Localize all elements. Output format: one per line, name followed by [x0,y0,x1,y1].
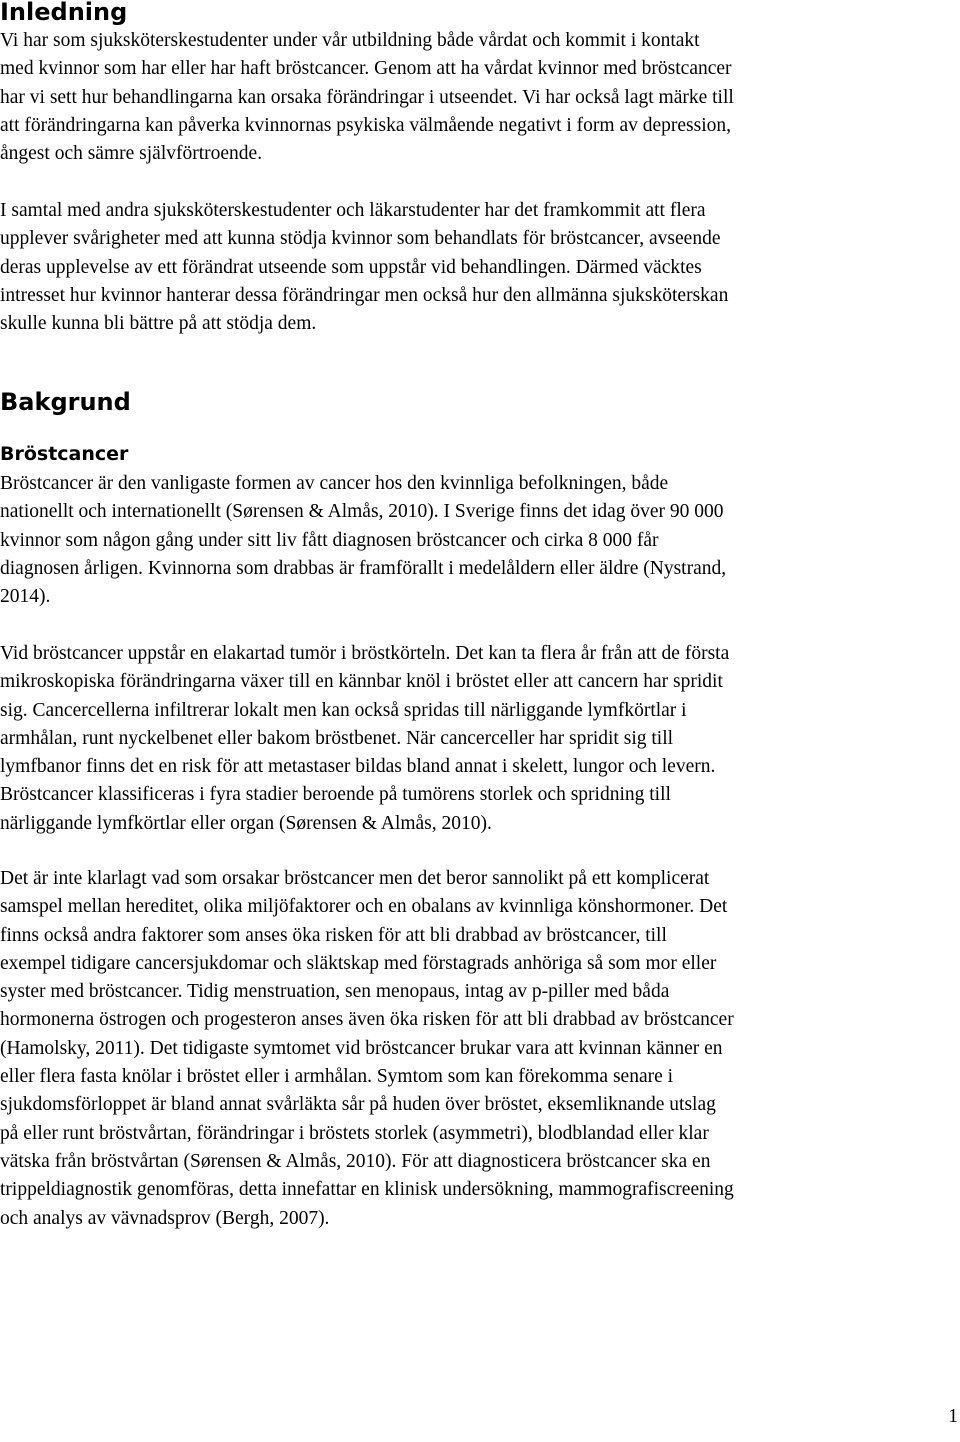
text-line: diagnosen årligen. Kvinnorna som drabbas är framförallt i medelåldern eller äldre (Nystrand, [0,557,727,579]
text-line: Vi har som sjuksköterskestudenter under vår utbildning både vårdat och kommit i kontakt [0,30,700,51]
page-number: 1 [948,1406,958,1427]
text-line: att förändringarna kan påverka kvinnornas psykiska välmående negativt i form av depression, [0,114,732,136]
text-line: Bröstcancer klassificeras i fyra stadier beroende på tumörens storlek och spridning till [0,784,671,806]
text-line: har vi sett hur behandlingarna kan orsaka förändringar i utseendet. Vi har också lagt märke till [0,86,734,108]
text-line: kvinnor som någon gång under sitt liv fått diagnosen bröstcancer och cirka 8 000 får [0,529,659,551]
heading-inledning: Inledning [0,0,128,26]
text-line: sjukdomsförloppet är bland annat svårläkta sår på huden över bröstet, eksemliknande utslag [0,1094,716,1116]
text-line: I samtal med andra sjuksköterskestudenter och läkarstudenter har det framkommit att flera [0,200,706,221]
paragraph-brostcancer-1 [0,470,960,611]
heading-bakgrund: Bakgrund [0,388,131,416]
text-line: vätska från bröstvårtan (Sørensen & Almås, 2010). För att diagnosticera bröstcancer ska en [0,1150,711,1172]
text-line: på eller runt bröstvårtan, förändringar i bröstets storlek (asymmetri), blodblandad eller klar [0,1122,709,1144]
text-line: ångest och sämre självförtroende. [0,143,263,165]
text-line: sig. Cancercellerna infiltrerar lokalt men kan också spridas till närliggande lymfkörtlar i [0,699,687,721]
text-line: närliggande lymfkörtlar eller organ (Sørensen & Almås, 2010). [0,812,492,834]
text-line: Bröstcancer är den vanligaste formen av cancer hos den kvinnliga befolkningen, både [0,473,669,494]
text-line: eller flera fasta knölar i bröstet eller i armhålan. Symtom som kan förekomma senare i [0,1066,674,1088]
text-line: (Hamolsky, 2011). Det tidigaste symtomet vid bröstcancer brukar vara att kvinnan känner en [0,1037,723,1059]
paragraph-brostcancer-2 [0,640,960,838]
text-line: lymfbanor finns det en risk för att metastaser bildas bland annat i skelett, lungor och levern. [0,756,716,778]
text-line: hormonerna östrogen och progesteron anses även öka risken för att bli drabbad av bröstcancer [0,1009,734,1031]
paragraph-inledning-2 [0,197,960,338]
heading-brostcancer: Bröstcancer [0,443,129,465]
text-line: intresset hur kvinnor hanterar dessa förändringar men också hur den allmänna sjuksköterskan [0,284,729,306]
text-line: exempel tidigare cancersjukdomar och släktskap med förstagrads anhöriga så som mor eller [0,952,717,974]
text-line: nationellt och internationellt (Sørensen & Almås, 2010). I Sverige finns det idag över 90 000 [0,501,724,523]
text-line: upplever svårigheter med att kunna stödja kvinnor som behandlats för bröstcancer, avseende [0,228,721,250]
text-line: och analys av vävnadsprov (Bergh, 2007). [0,1207,330,1229]
paragraph-brostcancer-3 [0,865,960,1233]
text-line: mikroskopiska förändringarna växer till en kännbar knöl i bröstet eller att cancern har spridit [0,671,723,693]
text-line: med kvinnor som har eller har haft bröstcancer. Genom att ha vårdat kvinnor med bröstcancer [0,58,732,80]
text-line: samspel mellan hereditet, olika miljöfaktorer och en obalans av kvinnliga könshormoner. Det [0,896,728,918]
text-line: armhålan, runt nyckelbenet eller bakom bröstbenet. När cancerceller har spridit sig till [0,727,674,749]
text-line: syster med bröstcancer. Tidig menstruation, sen menopaus, intag av p-piller med båda [0,981,670,1003]
text-line: 2014). [0,586,51,608]
text-line: skulle kunna bli bättre på att stödja dem. [0,313,317,335]
text-line: Vid bröstcancer uppstår en elakartad tumör i bröstkörteln. Det kan ta flera år från att de första [0,643,730,664]
text-line: deras upplevelse av ett förändrat utseende som uppstår vid behandlingen. Därmed väcktes [0,256,702,278]
text-line: trippeldiagnostik genomföras, detta innefattar en klinisk undersökning, mammografiscreening [0,1179,734,1201]
paragraph-inledning-1 [0,27,960,168]
text-line: finns också andra faktorer som anses öka risken för att bli drabbad av bröstcancer, till [0,924,667,946]
text-line: Det är inte klarlagt vad som orsakar bröstcancer men det beror sannolikt på ett komplicerat [0,868,710,889]
